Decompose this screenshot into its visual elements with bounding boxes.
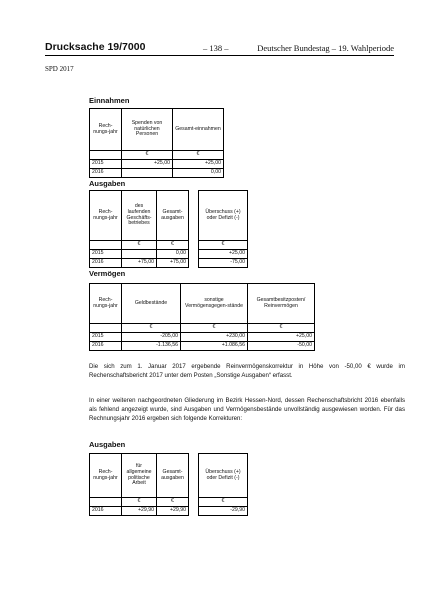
- col-total: Gesamt-einnahmen: [173, 109, 224, 151]
- col-spenden: Spenden von natürlichen Personen: [122, 109, 173, 151]
- vermoegen-title: Vermögen: [89, 269, 126, 278]
- vermoegen-table: Rech-nungs-jahr Geldbestände sonstige Vermögensgegen-stände Gesamtbesitzposten/ Reinvermögen € € € 2015 -205,00 +230,00 +25,00 2016 -1.136,56 +1.086,56 -50,00: [89, 283, 315, 351]
- ausgaben-table: Rech-nungs-jahr des laufenden Geschäfts-betriebes Gesamt-ausgaben € € 2015 0,00 2016 +75,00 +75,00: [89, 190, 189, 268]
- publisher: Deutscher Bundestag – 19. Wahlperiode: [257, 43, 394, 53]
- col-year: Rech-nungs-jahr: [90, 109, 122, 151]
- table-row: 2016 +29,90 +29,90: [90, 506, 189, 515]
- table-row: 2015 -205,00 +230,00 +25,00: [90, 332, 315, 341]
- unit: €: [122, 151, 173, 160]
- page-header: [45, 43, 394, 55]
- party-label: SPD 2017: [45, 65, 74, 73]
- unit: €: [173, 151, 224, 160]
- paragraph-2: In einer weiteren nachgeordneten Gliederung im Bezirk Hessen-Nord, dessen Rechenschaftsbricht 2016 ebenfalls als fehlend angezeigt wurde, sind Ausgaben und Vermögensbestände unvollständig ausgewiesen worden. Für das Rechnungsjahr 2016 ergeben sich folgende Korrekturen:: [89, 397, 405, 422]
- einnahmen-title: Einnahmen: [89, 96, 130, 105]
- page-number: – 138 –: [203, 43, 229, 53]
- paragraph-1: Die sich zum 1. Januar 2017 ergebende Reinvermögenskorrektur in Höhe von -50,00 € wurde im Rechenschaftsbericht 2017 unter dem Posten „Sonstige Ausgaben“ erfasst.: [89, 363, 405, 379]
- einnahmen-table: [89, 108, 224, 178]
- table-row: 2016 +75,00 +75,00: [90, 258, 189, 267]
- doc-number: Drucksache 19/7000: [45, 41, 146, 53]
- table-row: -75,00: [199, 258, 248, 267]
- ausgaben-balance-table: Überschuss (+) oder Defizit (-) € +25,00 -75,00: [198, 190, 248, 268]
- table-row: +25,00: [199, 249, 248, 258]
- ausgaben-2-table: Rech-nungs-jahr für allgemeine politische Arbeit Gesamt-ausgaben € € 2016 +29,90 +29,90: [89, 453, 189, 516]
- table-row: 2016 0,00: [90, 168, 224, 177]
- header-rule: [45, 55, 394, 56]
- table-row: -29,90: [199, 506, 248, 515]
- ausgaben-title: Ausgaben: [89, 179, 126, 188]
- table-row: 2016 -1.136,56 +1.086,56 -50,00: [90, 341, 315, 350]
- ausgaben-2-title: Ausgaben: [89, 440, 126, 449]
- table-row: 2015 +25,00 +25,00: [90, 159, 224, 168]
- ausgaben-2-balance-table: Überschuss (+) oder Defizit (-) € -29,90: [198, 453, 248, 516]
- table-row: 2015 0,00: [90, 249, 189, 258]
